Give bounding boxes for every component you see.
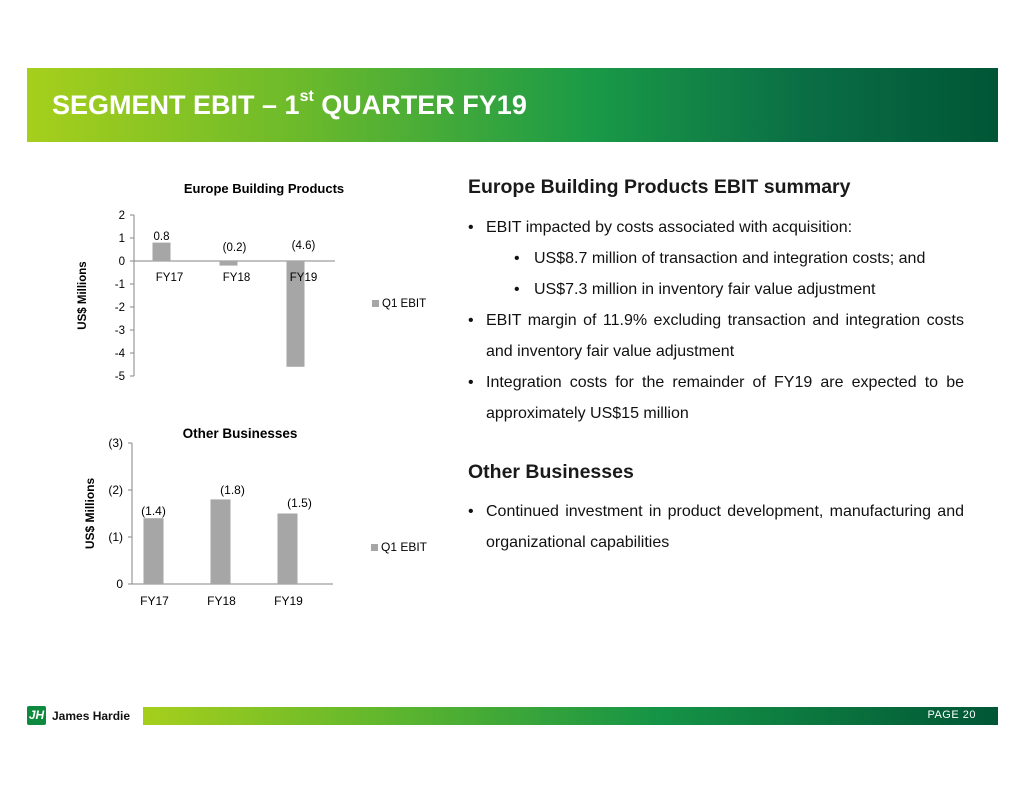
x-tick-label: FY17 bbox=[140, 594, 169, 608]
data-label: (1.4) bbox=[141, 504, 166, 518]
data-label: 0.8 bbox=[153, 231, 170, 243]
y-axis-label: US$ Millions bbox=[77, 261, 89, 330]
data-label: (1.8) bbox=[220, 483, 245, 497]
y-tick-label: (3) bbox=[108, 436, 123, 450]
y-tick-label: 0 bbox=[116, 577, 123, 591]
x-tick-label: FY18 bbox=[222, 272, 251, 284]
x-tick-label: FY17 bbox=[155, 272, 184, 284]
y-tick-label: 2 bbox=[118, 210, 125, 222]
logo-text: James Hardie bbox=[52, 709, 131, 723]
y-tick-label: (2) bbox=[108, 483, 123, 497]
x-tick-label: FY18 bbox=[207, 594, 236, 608]
legend-label: Q1 EBIT bbox=[382, 298, 427, 310]
y-tick-label: (1) bbox=[108, 530, 123, 544]
y-tick-label: 1 bbox=[118, 233, 125, 245]
x-tick-label: FY19 bbox=[274, 594, 303, 608]
list-item: • Continued investment in product development, manufacturing and organizational capabilities bbox=[468, 503, 964, 551]
list-item: • Integration costs for the remainder of FY19 are expected to be approximately US$15 million bbox=[468, 374, 964, 422]
chart-title: Other Businesses bbox=[182, 426, 298, 441]
james-hardie-logo bbox=[27, 706, 137, 726]
list-item: • US$7.3 million in inventory fair value adjustment bbox=[514, 281, 876, 298]
data-label: (4.6) bbox=[291, 240, 316, 252]
y-tick-label: -4 bbox=[114, 348, 125, 360]
y-tick-label: -5 bbox=[114, 371, 125, 383]
list-item: • US$8.7 million of transaction and integration costs; and bbox=[514, 250, 926, 267]
legend-swatch bbox=[371, 544, 378, 551]
y-tick-label: -1 bbox=[114, 279, 125, 291]
y-tick-label: 0 bbox=[118, 256, 125, 268]
list-item: • EBIT impacted by costs associated with acquisition: bbox=[468, 219, 853, 236]
y-axis-label: US$ Millions bbox=[83, 477, 97, 550]
list-item: • EBIT margin of 11.9% excluding transaction and integration costs and inventory fair value adjustment bbox=[468, 312, 964, 360]
data-label: (0.2) bbox=[222, 242, 247, 254]
europe-summary-heading: Europe Building Products EBIT summary bbox=[468, 176, 851, 198]
logo-mark-icon: JH bbox=[27, 706, 46, 725]
bar bbox=[278, 514, 298, 585]
chart-title: Europe Building Products bbox=[183, 181, 345, 196]
footer-bar bbox=[143, 707, 998, 725]
data-label: (1.5) bbox=[287, 496, 312, 510]
y-tick-label: -3 bbox=[114, 325, 125, 337]
other-summary bbox=[468, 461, 964, 558]
other-businesses-chart bbox=[0, 0, 470, 620]
bar bbox=[211, 499, 231, 584]
legend-label: Q1 EBIT bbox=[381, 540, 428, 554]
y-tick-label: -2 bbox=[114, 302, 125, 314]
europe-summary bbox=[468, 176, 964, 429]
x-tick-label: FY19 bbox=[289, 272, 318, 284]
other-summary-bullets bbox=[468, 496, 964, 558]
bar bbox=[144, 518, 164, 584]
page-number: PAGE 20 bbox=[927, 709, 976, 721]
other-summary-heading: Other Businesses bbox=[468, 461, 634, 483]
europe-summary-bullets bbox=[468, 212, 964, 429]
page-title: SEGMENT EBIT – 1st QUARTER FY19 bbox=[52, 88, 527, 120]
